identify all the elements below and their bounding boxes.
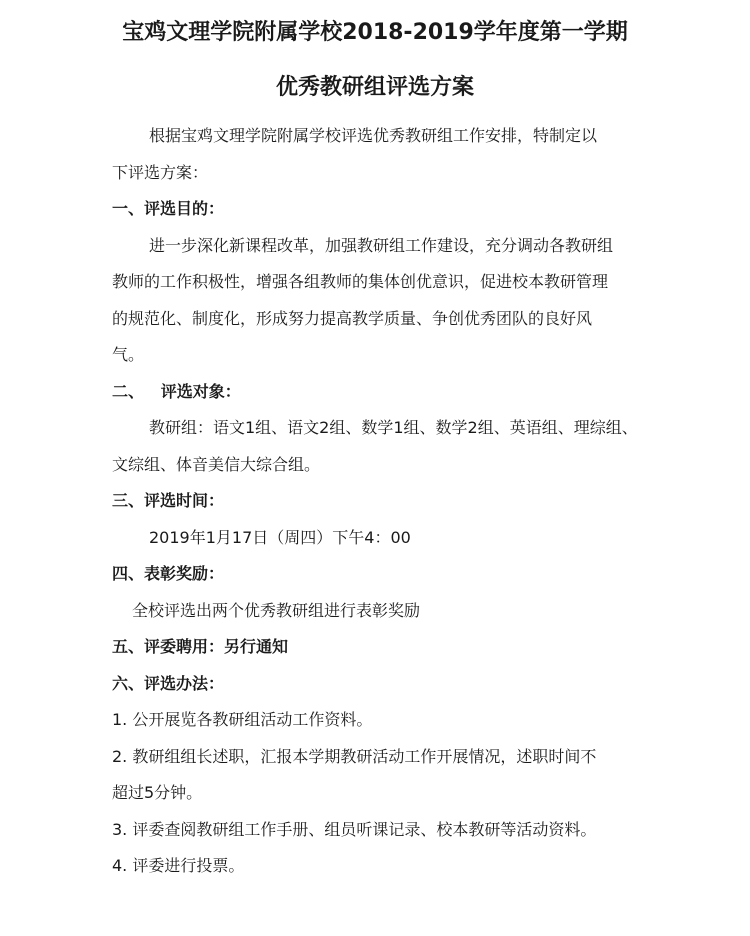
section-2-heading: 二、 评选对象： (112, 381, 241, 401)
document-title-line-1: 宝鸡文理学院附属学校2018-2019学年度第一学期 (122, 20, 628, 45)
section-4-line-1: 全校评选出两个优秀教研组进行表彰奖励 (132, 600, 421, 620)
method-item-2-line-2: 超过5分钟。 (112, 783, 203, 802)
section-1-line-4: 气。 (112, 345, 145, 364)
document-body (112, 118, 692, 885)
section-1-heading: 一、评选目的： (112, 199, 225, 218)
document-title-line-2: 优秀教研组评选方案 (275, 75, 474, 100)
section-2-line-2: 文综组、体音美信大综合组。 (112, 454, 321, 474)
method-item-4: 4. 评委进行投票。 (112, 856, 245, 875)
method-item-1: 1. 公开展览各教研组活动工作资料。 (112, 710, 373, 729)
section-3-heading: 三、评选时间： (112, 491, 225, 510)
section-6-heading: 六、评选办法： (112, 673, 225, 693)
section-1-line-2: 教师的工作积极性，增强各组教师的集体创优意识，促进校本教研管理 (112, 272, 609, 291)
section-4-heading: 四、表彰奖励： (112, 564, 225, 583)
method-item-3: 3. 评委查阅教研组工作手册、组员听课记录、校本教研等活动资料。 (112, 819, 597, 839)
section-3-line-1: 2019年1月17日（周四）下午4：00 (149, 527, 411, 547)
section-1-line-1: 进一步深化新课程改革，加强教研组工作建设，充分调动各教研组 (149, 235, 614, 255)
section-2-line-1: 教研组：语文1组、语文2组、数学1组、数学2组、英语组、理综组、 (149, 418, 638, 437)
section-5-heading: 五、评委聘用：另行通知 (112, 637, 289, 656)
method-item-2-line-1: 2. 教研组组长述职，汇报本学期教研活动工作开展情况，述职时间不 (112, 746, 597, 766)
intro-line-2: 下评选方案： (112, 162, 209, 182)
section-1-line-3: 的规范化、制度化，形成努力提高教学质量、争创优秀团队的良好风 (112, 308, 593, 328)
intro-line-1: 根据宝鸡文理学院附属学校评选优秀教研组工作安排，特制定以 (149, 126, 598, 145)
